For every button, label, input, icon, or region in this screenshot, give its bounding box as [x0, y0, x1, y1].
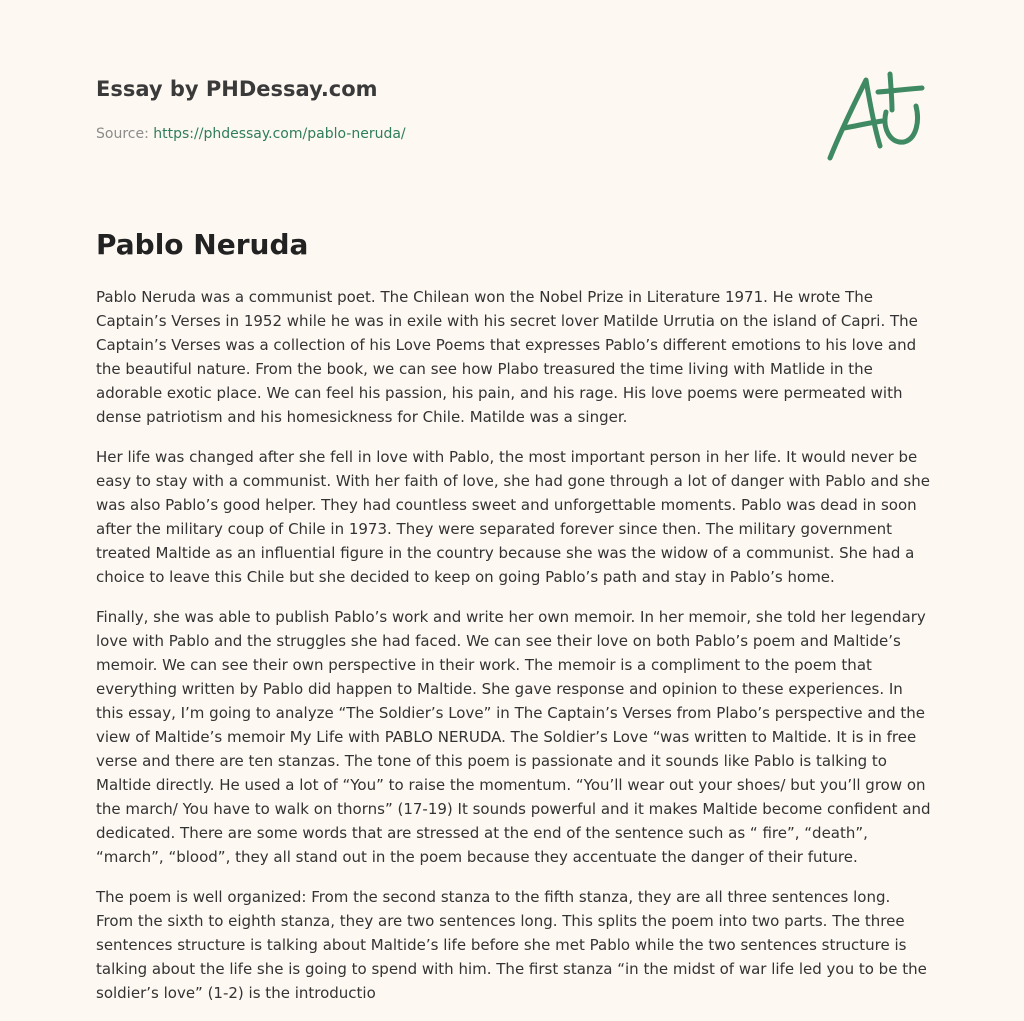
source-link[interactable]: https://phdessay.com/pablo-neruda/: [153, 126, 406, 142]
essay-header: [96, 74, 406, 144]
source-label: Source:: [96, 126, 154, 142]
a-plus-grade-icon: [820, 66, 930, 166]
source-line: [96, 124, 406, 144]
essay-paragraph: Her life was changed after she fell in love with Pablo, the most important person in her life. It would never be easy to stay with a communist. With her faith of love, she had gone through a lot of danger with Pablo and she was also Pablo’s good helper. They had countless sweet and unforgettable moments. Pablo was dead in soon after the military coup of Chile in 1973. They were separated forever since then. The military government treated Maltide as an influential figure in the country because she was the widow of a communist. She had a choice to leave this Chile but she decided to keep on going Pablo’s path and stay in Pablo’s home.: [96, 448, 930, 586]
essay-title: Pablo Neruda: [96, 228, 309, 261]
essay-paragraph: The poem is well organized: From the second stanza to the fifth stanza, they are all three sentences long. From the sixth to eighth stanza, they are two sentences long. This splits the poem into two parts. The three sentences structure is talking about Maltide’s life before she met Pablo while the two sentences structure is talking about the life she is going to spend with him. The first stanza “in the midst of war life led you to be the soldier’s love” (1-2) is the introductio: [96, 888, 927, 1002]
essay-paragraph: Finally, she was able to publish Pablo’s work and write her own memoir. In her memoir, she told her legendary love with Pablo and the struggles she had faced. We can see their love on both Pablo’s poem and Maltide’s memoir. We can see their own perspective in their work. The memoir is a compliment to the poem that everything written by Pablo did happen to Maltide. She gave response and opinion to these experiences. In this essay, I’m going to analyze “The Soldier’s Love” in The Captain’s Verses from Plabo’s perspective and the view of Maltide’s memoir My Life with PABLO NERUDA. The Soldier’s Love “was written to Maltide. It is in free verse and there are ten stanzas. The tone of this poem is passionate and it sounds like Pablo is talking to Maltide directly. He used a lot of “You” to raise the momentum. “You’ll wear out your shoes/ but you’ll grow on the march/ You have to walk on thorns” (17-19) It sounds powerful and it makes Maltide become confident and dedicated. There are some words that are stressed at the end of the sentence such as “ fire”, “death”, “march”, “blood”, they all stand out in the poem because they accentuate the danger of their future.: [96, 608, 931, 866]
essay-paragraph: Pablo Neruda was a communist poet. The Chilean won the Nobel Prize in Literature 1971. He wrote The Captain’s Verses in 1952 while he was in exile with his secret lover Matilde Urrutia on the island of Capri. The Captain’s Verses was a collection of his Love Poems that expresses Pablo’s different emotions to his love and the beautiful nature. From the book, we can see how Plabo treasured the time living with Matlide in the adorable exotic place. We can feel his passion, his pain, and his rage. His love poems were permeated with dense patriotism and his homesickness for Chile. Matilde was a singer.: [96, 288, 918, 426]
site-brand: Essay by PHDessay.com: [96, 77, 378, 101]
essay-body: [96, 285, 932, 1021]
